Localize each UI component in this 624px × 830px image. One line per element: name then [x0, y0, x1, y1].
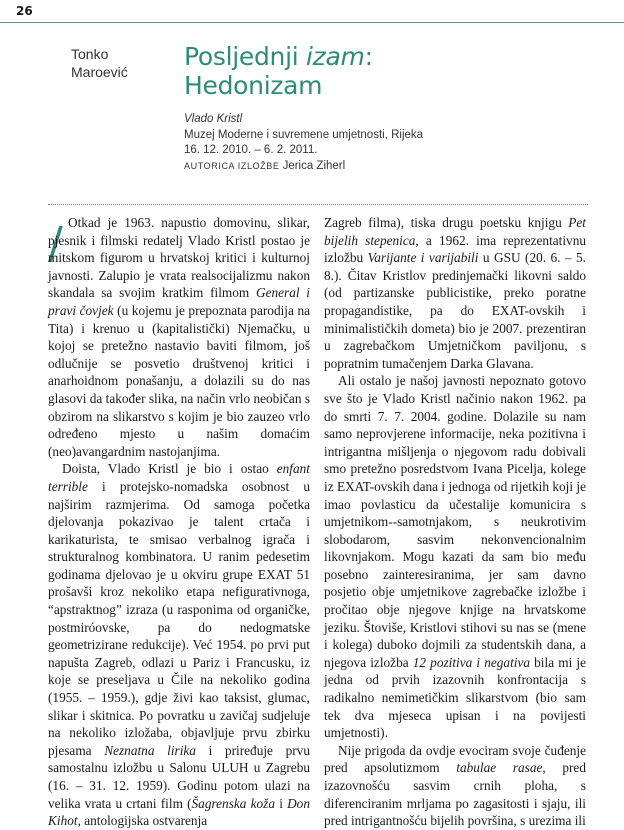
paragraph-4 — [324, 372, 586, 741]
paragraph-2-text-a: Doista, Vlado Kristl je bio i ostao — [62, 461, 277, 477]
paragraph-2-text-e: , antologijska ostvarenja — [77, 813, 208, 829]
venue: Muzej Moderne i suvremene umjetnosti, Rijeka — [184, 128, 424, 141]
phrase-tabulae-rasae: tabulae rasae — [456, 760, 543, 776]
slash-ornament-icon: / — [48, 218, 63, 269]
paragraph-1-text-b: (u kojemu je prepoznata parodija na Tita) i krenuo u (kapitalistički) Njemačku, u kojoj se pretežno nastavio baviti filmom, još odlučnije se posvetio društvenoj kritici i anarhoidnom ponašanju, a dolazili su do nas glasovi da također slika, na način vrlo neobičan s obzirom na slikarstvo s kojim je bio zauzeo vrlo određeno mjesto u našim domaćim (neo)avangardnim nastojanjima. — [48, 302, 310, 459]
exhibition-title-2: 12 pozitiva i negativa — [412, 654, 531, 670]
lead-text: Otkad je 1963. napustio domovinu, slikar, pjesnik i filmski redatelj Vlado Kristl postao je mitskom figurom u hrvatskoj kritici i kulturnoj javnosti. — [48, 215, 310, 283]
title-line-2: Hedonizam — [184, 71, 323, 100]
exhibition-dates: 16. 12. 2010. – 6. 2. 2011. — [184, 144, 318, 156]
curator-line — [184, 159, 604, 175]
phrase-enfant-terrible: enfant terrible — [48, 461, 310, 494]
paragraph-3-text-a: Zagreb filma), tiska drugu poetsku knjigu — [324, 215, 569, 230]
film-title-2: Don Kihot — [48, 795, 310, 829]
curator-label: AUTORICA IZLOŽBE — [184, 160, 280, 171]
page-number: 26 — [16, 4, 33, 18]
header-rule — [0, 0, 624, 23]
paragraph-1-text-a: Zalupio je vrata realsocijalizmu nakon skandala sa svojim kratkim filmom — [48, 267, 310, 301]
film-title-1: Šagrenska koža — [191, 795, 275, 811]
paragraph-3-text-b: , a 1962. ima reprezentativnu izložbu — [324, 232, 587, 266]
article-author — [71, 45, 171, 81]
exhibition-title: Varijante i varijabili — [367, 250, 479, 266]
book-title-2: Pet bijelih stepenica — [324, 215, 586, 248]
curator-name: Jerica Ziherl — [282, 159, 346, 172]
author-last-name: Maroević — [71, 64, 128, 80]
section-divider — [48, 204, 588, 205]
text-column-2 — [324, 214, 586, 830]
text-column-1 — [48, 214, 310, 830]
paragraph-4-text-b: bila mi je jedna od prvih izazovnih konfrontacija s radikalno nemimetičkim slikarstvom (bio sam tek dva mjeseca upisan i na povijesti umjetnosti). — [324, 654, 586, 741]
author-first-name: Tonko — [71, 46, 109, 62]
paragraph-1 — [48, 214, 310, 460]
exhibition-info — [184, 112, 604, 174]
film-title: General i pravi čovjek — [48, 285, 311, 318]
paragraph-3-text-c: u GSU (20. 6. – 5. 8.). Čitav Kristlov predinjemački likovni saldo (od partizanske publicistike, preko poratne propagandistike, pa do EXAT-ovskih i minimalističkih dometa) bio je 2007. prezentiran u zagrebačkom Umjetničkom paviljonu, s popratnim tumačenjem Darka Glavana. — [324, 250, 587, 371]
title-italic-word: izam — [306, 42, 365, 71]
paragraph-5 — [324, 742, 586, 830]
paragraph-2-text-d: i — [275, 795, 288, 811]
paragraph-3 — [324, 214, 586, 372]
title-part-1: Posljednji — [184, 42, 307, 71]
article-title — [184, 42, 604, 100]
book-title: Neznatna lirika — [104, 742, 196, 758]
paragraph-4-text-a: Ali ostalo je našoj javnosti nepoznato gotovo sve što je Vlado Kristl načinio nakon 1962. pa do smrti 7. 7. 2004. godine. Dolazile su nam samo neprovjerene informacije, neka pozitivna i intrigantna mišljenja o njegovom radu dobivali smo pretežno posredstvom Ivana Picelja, kolege iz EXAT-ovskih dana i jednoga od rijetkih koji je imao povlasticu da učestalije komunicira s umjetnikom--samotnjakom, s neukrotivim slobodarom, sasvim nekonvencionalnim likovnjakom. Mogu kazati da sam bio među posebno zainteresiranima, jer sam davno posjetio obje umjetnikove zagrebačke izložbe i pročitao obje njegove knjige na hrvatskome jeziku. Štoviše, Kristlovi stihovi su nas se (mene i kolega) duboko dojmili za studentskih dana, a njegova izložba — [324, 373, 586, 670]
paragraph-2-text-c: i priređuje prvu samostalnu izložbu u Salonu ULUH u Zagrebu (16. – 31. 12. 1959). Godinu potom ulazi na velika vrata u crtani film ( — [48, 742, 310, 811]
title-colon: : — [364, 42, 373, 71]
paragraph-5-text-b: , pred izazovnošću sasvim crnih ploha, s diferenciranim mrljama po zagasitosti i sjaju, ili pred intrigantnošću bijelih površina, s urezima ili — [324, 760, 586, 829]
paragraph-5-text-a: Nije prigoda da ovdje evociram svoje čuđenje pred apsolutizmom — [324, 742, 586, 776]
artist-name: Vlado Kristl — [184, 113, 243, 125]
paragraph-2 — [48, 460, 310, 829]
paragraph-2-text-b: i protejsko-nomadska osobnost u najširim razmjerima. Od samoga početka djelovanja pokazivao je talent crtača i karikaturista, te smisao verbalnog igrača i strukturalnog kombinatora. U ranim pedesetim godinama djelovao je u okviru grupe EXAT 51 prošavši kroz nekoliko etapa nefigurativnoga, “apstraktnog” izraza (u rasponima od organičke, postmiróovske, pa do nedogmatske geometrizirane redukcije). Već 1954. po prvi put napušta Zagreb, odlazi u Pariz i Francusku, iz koje se preseljava u Čile na nekoliko godina (1955. – 1959.), gdje živi kao taksist, glumac, slikar i skitnica. Po povratku u zavičaj sudjeluje na nekoliko izložaba, objavljuje prvu zbirku pjesama — [48, 478, 310, 758]
